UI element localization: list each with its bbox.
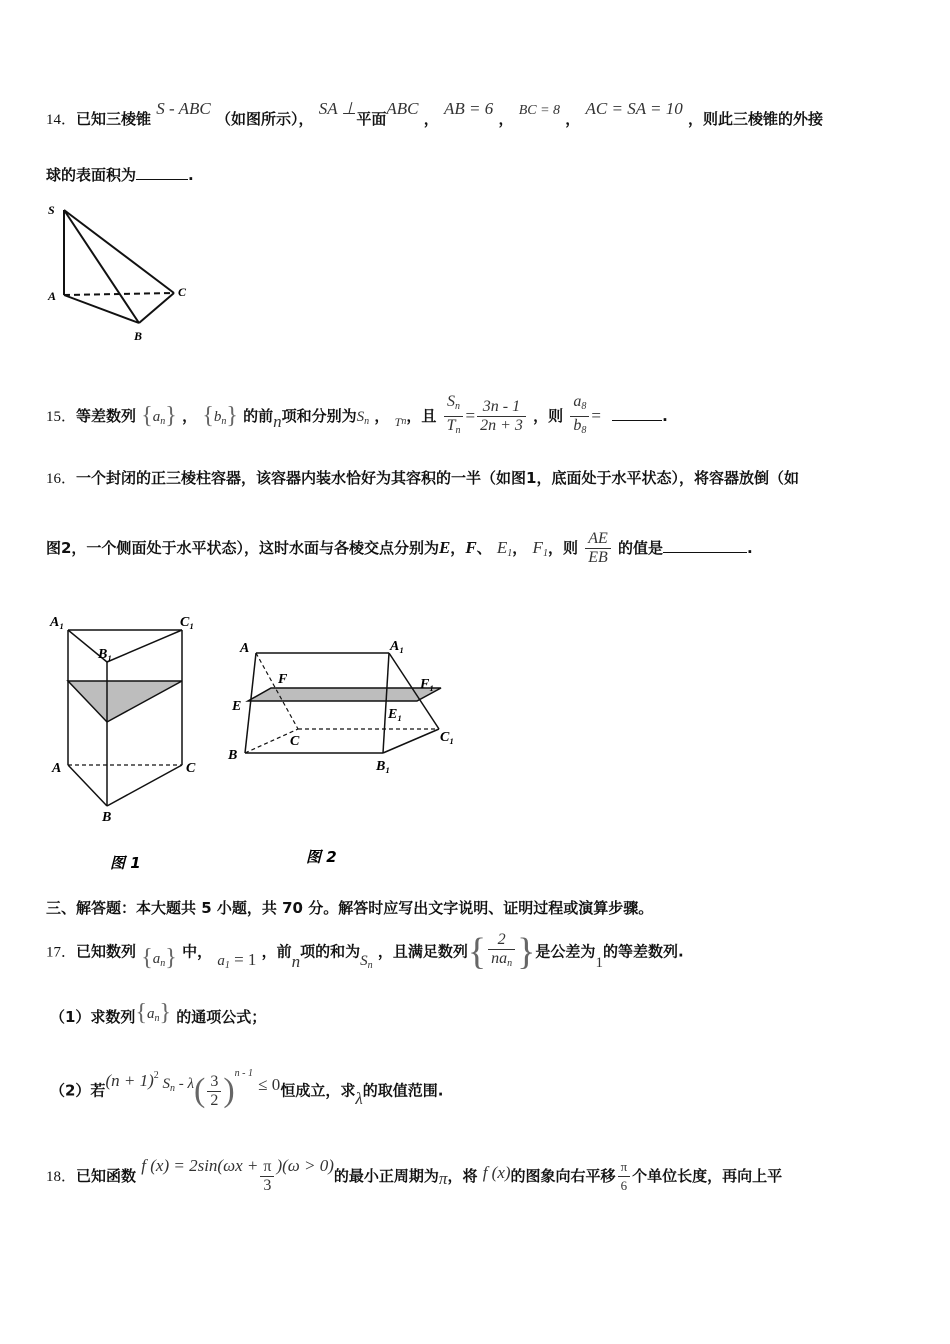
q15-line: 15．等差数列 $\{a_n\}$ ， $\{b_n\}$ 的前n项和分别为$S_n$ ， $_{Tn}$，且 $\frac{S_n}{T_n}$ = $\frac{3n - 1}{2n + 3}$ ，则 $\frac{a_8}{b_8}$ = . [46,393,668,440]
q16-text: 的值是 [617,539,663,557]
q17-math: n [169,1082,175,1094]
q14-text: . [188,166,194,184]
q18-math: f (x) [482,1163,511,1182]
q17-text: ，且满足数列 [377,942,468,961]
fig1-label-A: A [52,761,62,776]
q14-line1 [46,99,824,129]
q14-text: 已知三棱锥 [76,110,152,128]
q16-fraction-AE-EB: $\frac{AE}{EB}$ [585,530,611,567]
q14-answer-blank [136,179,188,180]
q16-text: 一个封闭的正三棱柱容器，该容器内装水恰好为其容积的一半（如图1，底面处于水平状态），将容器放倒（如 [76,469,799,487]
fig2-label-F: F [278,672,288,687]
q18-text: 已知函数 [76,1167,137,1185]
q15-text: ， [374,407,390,425]
fig1-caption: 图 1 [110,854,141,872]
figure-label-S: S [48,203,55,217]
q14-math: AC = SA = 10 [585,99,683,118]
q14-text: 球的表面积为 [46,166,137,184]
q15-math: = [465,406,476,425]
fig1-label-C: C [186,761,196,776]
q15-math: n [221,416,227,427]
q18-line [46,1158,782,1195]
q17-math: 2 [153,1069,159,1081]
fig2-label-F1: F₁ [420,677,435,692]
q16-math: E [496,538,508,557]
figure-label-B: B [134,329,143,343]
fig2-label-C1: C₁ [440,730,455,745]
q15-text: ，则 [533,407,564,425]
q16-text: . [746,539,753,557]
q16-math: F [532,538,543,557]
q17-text: 是公差为 [535,942,596,961]
q15-math: T [394,415,402,429]
q17-text: ，前 [261,942,292,961]
q16-number: 16． [46,471,77,487]
q16-figure-2 [226,630,476,870]
q16-line2 [46,530,753,567]
q14-text: 平面 [356,110,387,128]
q17-text: 恒成立，求 [280,1081,356,1100]
q16-answer-blank [663,552,747,553]
q17-math: = 1 [229,949,257,969]
q17-part1: （1）求数列$\{a_n\}$ 的通项公式； [50,1000,267,1026]
q15-math: n [364,416,370,427]
q17-math: n [367,959,373,971]
q17-math: n [160,957,166,969]
q14-math: ABC [386,99,419,118]
q18-number: 18． [46,1169,77,1185]
q14-math: SA ⊥ [318,99,357,118]
q14-math: S - ABC [156,99,211,118]
q14-pyramid-figure [44,200,204,350]
q15-math: n [401,416,407,427]
q16-line1 [46,467,799,488]
q14-number: 14． [46,112,77,128]
q18-math: f (x) = 2sin(ωx + [141,1156,259,1175]
q14-text: （如图所示）， [215,110,314,128]
section-3-title: 三、解答题：本大题共 5 小题，共 70 分。解答时应写出文字说明、证明过程或演算步骤。 [46,899,654,917]
q17-text: 的取值范围. [362,1081,444,1100]
q17-math: λ [355,1088,363,1108]
q15-answer-blank [612,420,662,421]
q16-text: 图2，一个侧面处于水平状态），这时水面与各棱交点分别为 [46,539,439,557]
fig1-label-C1: C₁ [180,615,195,630]
q17-math: ≤ 0 [258,1074,281,1094]
fig1-label-B: B [102,810,112,825]
q17-math: S [158,1075,170,1092]
q18-math: π [438,1169,448,1188]
q17-text: 已知数列 [76,942,137,961]
q17-math: n - 1 [234,1067,253,1079]
q17-number: 17． [46,944,77,961]
q15-number: 15． [46,409,77,425]
fig2-label-B: B [228,748,238,763]
figure-label-A: A [48,289,57,303]
q15-math: = [591,406,601,425]
q16-math: 1 [507,548,513,559]
q15-math: n [160,416,166,427]
q15-math: n [273,412,282,431]
q17-math: S [360,952,368,969]
q15-math: S [356,409,365,425]
q18-text: 的最小正周期为 [333,1167,439,1185]
q15-text: 的前 [243,407,274,425]
fig2-label-B1: B₁ [376,759,391,774]
q15-math: b [213,409,222,425]
q15-text: ， [182,407,198,425]
q18-fraction-pi-6: $\frac{\pi}{6}$ [618,1158,631,1195]
fig2-label-C: C [290,734,300,749]
q14-text: ，则此三棱锥的外接 [688,110,824,128]
q18-text: ，将 [447,1167,478,1185]
fig1-label-B1: B₁ [98,647,113,662]
q14-line2 [46,164,194,185]
q17-math: n [291,951,301,971]
q17-math: 1 [224,959,230,971]
q17-math: a [146,1006,155,1022]
q17-part2-label: （2）若 [50,1081,106,1100]
q17-math: a [152,950,161,967]
q15-text: . [662,407,668,425]
q17-line1: 17．已知数列 $\{a_n\}$ 中， $a_1 = 1$ ，前n项的和为$S_n$ ，且满足数列{ $\frac{2}{na_n}$ }是公差为1的等差数列. [46,931,684,973]
fig2-label-A1: A₁ [390,639,405,654]
q17-text: 的等差数列. [602,942,684,961]
q17-part2: （2）若$(n + 1)^2$ $S^n - \lambda$( $\frac{3}{2}$ )$^{n - 1}$ ≤ 0恒成立，求λ的取值范围. [50,1067,444,1109]
q15-fraction-S-T: $\frac{S_n}{T_n}$ [444,393,464,440]
q17-math: a [217,952,225,969]
q18-math: )(ω > 0) [276,1156,334,1175]
q17-part1-label: （1）求数列 [50,1008,136,1026]
fig1-label-A1: A₁ [50,615,65,630]
q14-text: ， [498,110,514,128]
q14-math: BC = 8 [518,103,561,118]
q16-math: 1 [542,548,548,559]
q16-text: ， [450,539,466,557]
q16-text: 、 [476,539,492,557]
q16-figure-1 [44,606,214,876]
section-3-heading [46,897,653,918]
q17-math: - λ [174,1075,194,1092]
q15-text: ，且 [406,407,437,425]
q17-math: 1 [595,954,603,971]
q18-text: 个单位长度，再向上平 [632,1167,783,1185]
q18-text: 的图象向右平移 [510,1167,616,1185]
q16-math: F [465,538,477,557]
q16-text: ， [512,539,528,557]
q15-text: 项和分别为 [281,407,357,425]
q15-math: a [152,409,161,425]
q17-text: 中， [182,942,213,961]
q14-text: ， [423,110,439,128]
q15-fraction-ratio: $\frac{3n - 1}{2n + 3}$ [477,398,526,435]
fig2-label-E1: E₁ [388,707,403,722]
q16-text: ，则 [547,539,578,557]
q16-math: E [438,538,451,557]
q15-text: 等差数列 [76,407,137,425]
q17-fraction: $\frac{2}{na_n}$ [488,931,515,973]
q17-text: 的通项公式； [176,1008,267,1026]
q18-fraction-pi-3: $\frac{\pi}{3}$ [260,1158,274,1195]
fig2-label-E: E [232,699,242,714]
q17-math: (n + 1) [105,1070,154,1090]
q17-text: 项的和为 [300,942,361,961]
q15-fraction-a8-b8: $\frac{a_8}{b_8}$ [570,393,589,440]
q17-part2-fraction: $\frac{3}{2}$ [207,1073,221,1110]
fig2-label-A: A [240,641,250,656]
fig2-caption: 图 2 [306,848,337,866]
q14-text: ， [565,110,581,128]
q17-math: n [154,1013,160,1024]
q14-math: AB = 6 [443,99,494,118]
figure-label-C: C [178,285,187,299]
